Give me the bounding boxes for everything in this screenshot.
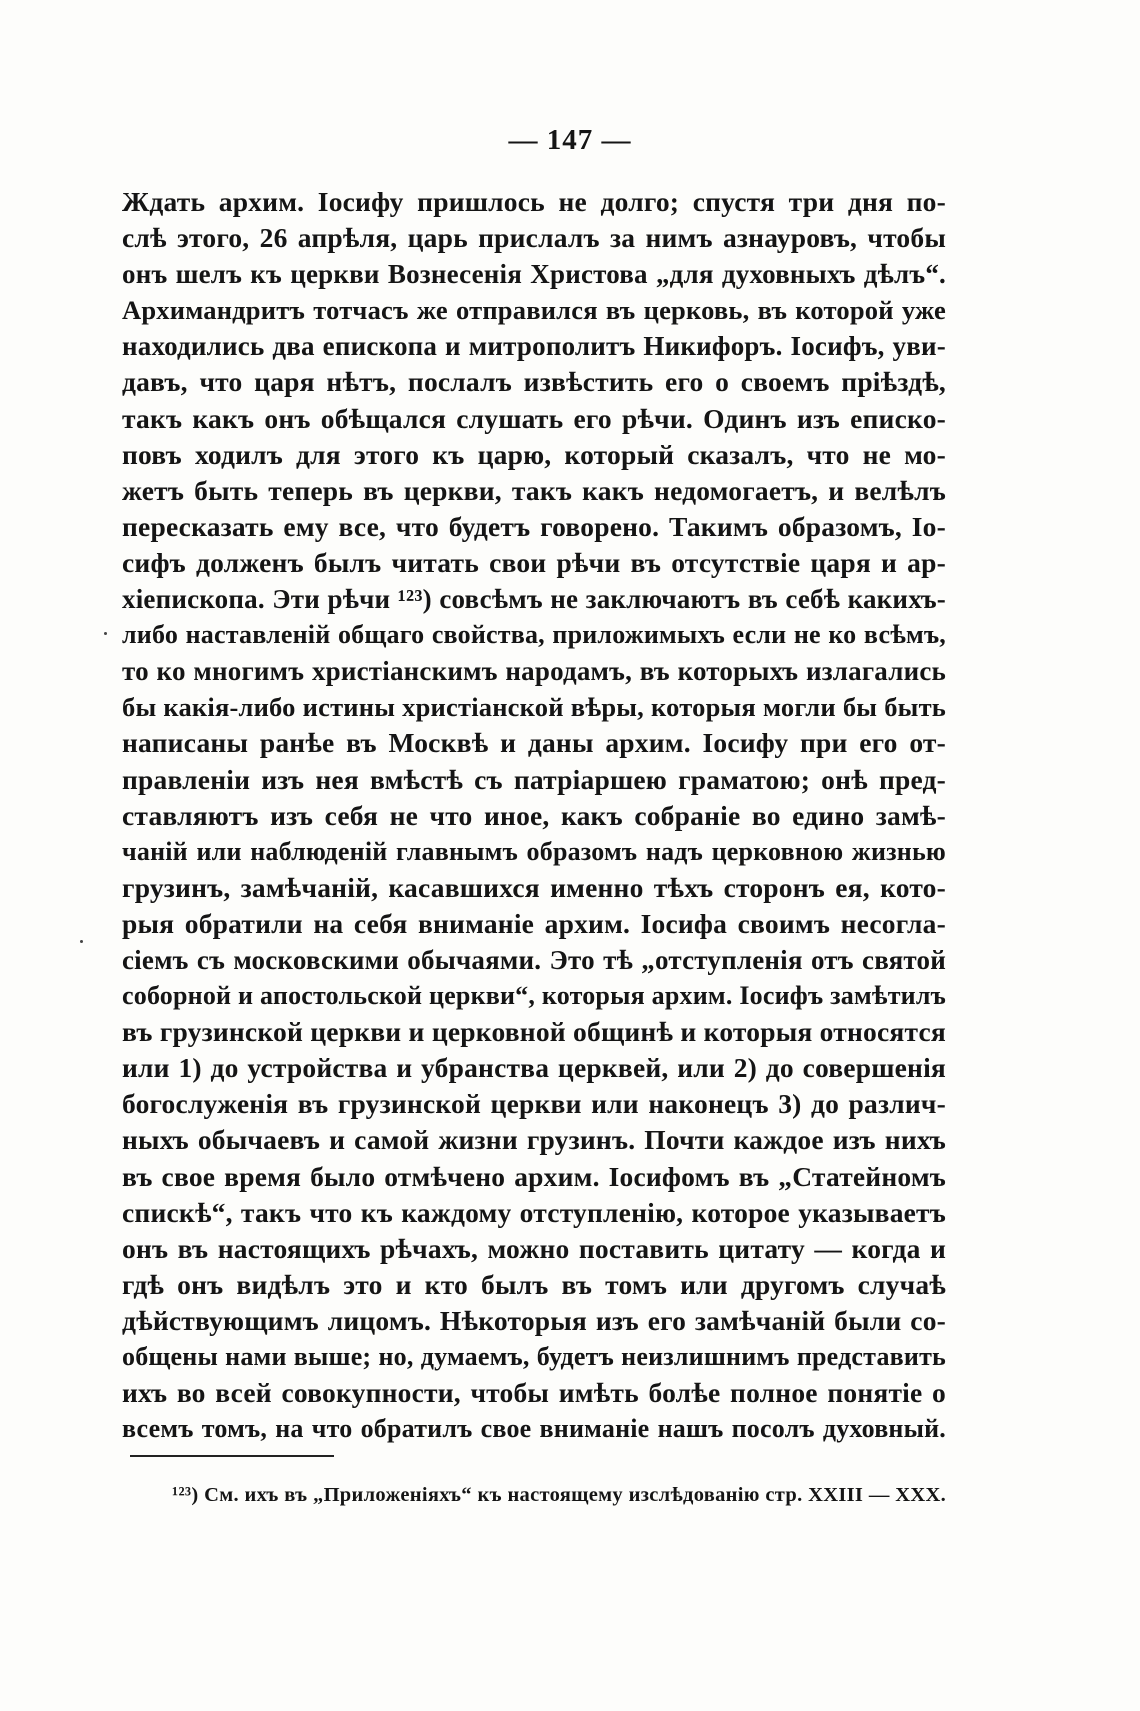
text-line: либо наставленій общаго свойства, приложимыхъ если не ко всѣмъ,	[122, 620, 946, 650]
text-line: дѣйствующимъ лицомъ. Нѣкоторыя изъ его замѣчаній были со-	[122, 1304, 946, 1336]
text-line: онъ въ настоящихъ рѣчахъ, можно поставить цитату — когда и	[122, 1232, 946, 1264]
text-line: то ко многимъ христіанскимъ народамъ, въ которыхъ излагались	[122, 656, 946, 687]
text-line: сіемъ съ московскими обычаями. Это тѣ „отступленія отъ святой	[122, 944, 946, 975]
text-line: въ свое время было отмѣчено архим. Іосифомъ въ „Статейномъ	[122, 1160, 946, 1192]
text-line: такъ какъ онъ обѣщался слушать его рѣчи. Одинъ изъ еписко-	[122, 402, 946, 434]
text-line: богослуженія въ грузинской церкви или наконецъ 3) до различ-	[122, 1088, 946, 1120]
text-line: написаны ранѣе въ Москвѣ и даны архим. Іосифу при его от-	[122, 727, 946, 759]
body-paragraph	[122, 184, 946, 1447]
text-line: слѣ этого, 26 апрѣля, царь прислалъ за нимъ азнауровъ, чтобы	[122, 222, 946, 254]
text-line: рыя обратили на себя вниманіе архим. Іосифа своимъ несогла-	[122, 907, 946, 939]
text-line: бы какія-либо истины христіанской вѣры, которыя могли бы быть	[122, 692, 946, 723]
text-line: правленіи изъ нея вмѣстѣ съ патріаршею граматою; онѣ пред-	[122, 763, 946, 795]
text-line: Ждать архим. Іосифу пришлось не долго; спустя три дня по-	[122, 186, 946, 217]
text-line: пересказать ему все, что будетъ говорено. Такимъ образомъ, Іо-	[122, 510, 946, 542]
text-line: въ грузинской церкви и церковной общинѣ и которыя относятся	[122, 1016, 946, 1048]
text-line: соборной и апостольской церкви“, которыя архим. Іосифъ замѣтилъ	[122, 981, 946, 1011]
text-line: ихъ во всей совокупности, чтобы имѣть болѣе полное понятіе о	[122, 1377, 946, 1409]
text-line: жетъ быть теперь въ церкви, такъ какъ недомогаетъ, и велѣлъ	[122, 474, 946, 506]
text-line: сифъ долженъ былъ читать свои рѣчи въ отсутствіе царя и ар-	[122, 546, 946, 578]
text-line: или 1) до устройства и убранства церквей, или 2) до совершенія	[122, 1052, 946, 1084]
text-line: давъ, что царя нѣтъ, послалъ извѣстить его о своемъ пріѣздѣ,	[122, 366, 946, 398]
footnote: ¹²³) См. ихъ въ „Приложеніяхъ“ къ настоящему изслѣдованію стр. XXIII — XXX.	[172, 1484, 946, 1506]
scan-speck	[80, 940, 83, 943]
page-number: — 147 —	[508, 124, 632, 156]
text-line: онъ шелъ къ церкви Вознесенія Христова „для духовныхъ дѣлъ“.	[122, 259, 946, 290]
text-line: общены нами выше; но, думаемъ, будетъ неизлишнимъ представить	[122, 1342, 946, 1371]
text-line: ныхъ обычаевъ и самой жизни грузинъ. Почти каждое изъ нихъ	[122, 1124, 946, 1156]
text-line: всемъ томъ, на что обратилъ свое вниманіе нашъ посолъ духовный.	[122, 1414, 946, 1444]
footnote-divider	[130, 1455, 334, 1457]
text-line: хіепископа. Эти рѣчи ¹²³) совсѣмъ не заключаютъ въ себѣ какихъ-	[122, 584, 946, 615]
text-line: ставляютъ изъ себя не что иное, какъ собраніе во едино замѣ-	[122, 799, 946, 831]
text-line: гдѣ онъ видѣлъ это и кто былъ въ томъ или другомъ случаѣ	[122, 1268, 946, 1300]
text-line: Архимандритъ тотчасъ же отправился въ церковь, въ которой уже	[122, 295, 946, 326]
text-line: находились два епископа и митрополитъ Никифоръ. Іосифъ, уви-	[122, 331, 946, 362]
text-line: грузинъ, замѣчаній, касавшихся именно тѣхъ сторонъ ея, кото-	[122, 871, 946, 903]
text-line: чаній или наблюденій главнымъ образомъ надъ церковною жизнью	[122, 836, 946, 866]
text-line: повъ ходилъ для этого къ царю, который сказалъ, что не мо-	[122, 438, 946, 470]
scan-speck	[104, 632, 107, 635]
text-line: спискѣ“, такъ что къ каждому отступленію, которое указываетъ	[122, 1196, 946, 1228]
